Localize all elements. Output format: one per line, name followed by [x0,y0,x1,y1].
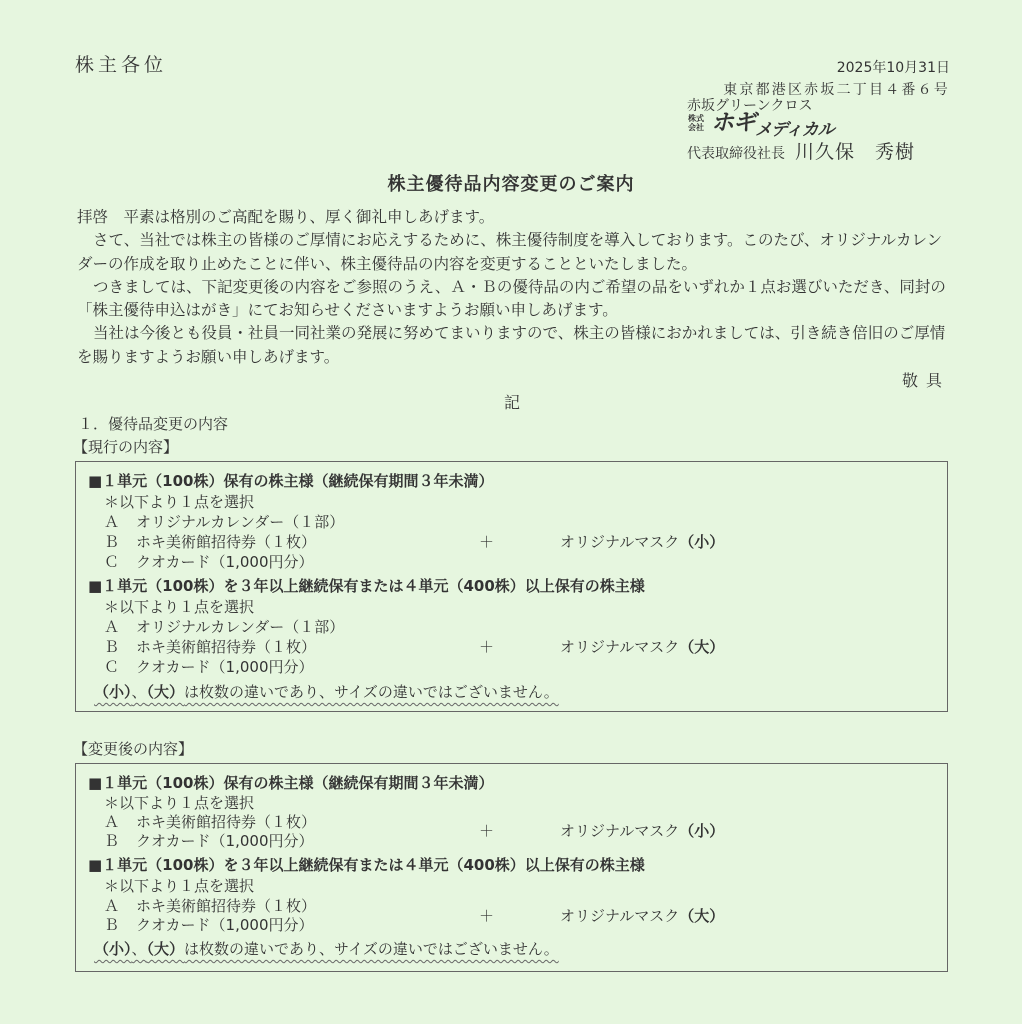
closing-keigu: 敬具 [901,371,950,390]
new-content-box [75,763,948,972]
group-heading: ■１単元（100株）を３年以上継続保有または４単元（400株）以上保有の株主様 [88,577,645,595]
ki-marker: 記 [504,393,521,412]
mask-item: オリジナルマスク（小） [560,533,725,551]
option-item: Ａ ホキ美術館招待券（１枚） [104,813,317,831]
group-heading: ■１単元（100株）を３年以上継続保有または４単元（400株）以上保有の株主様 [88,856,645,874]
representative [687,137,915,164]
body-paragraph-4: 当社は今後とも役員・社員一同社業の発展に努めてまいりますので、株主の皆様におかれましては、引き続き倍旧のご厚情を賜りますようお願い申しあげます。 [77,324,946,366]
mask-item: オリジナルマスク（大） [560,907,725,925]
choose-note: ＊以下より１点を選択 [104,598,255,616]
option-item: Ａ ホキ美術館招待券（１枚） [104,897,317,915]
section-heading: １．優待品変更の内容 [78,415,229,433]
body-paragraph-1: 拝啓 平素は格別のご高配を賜り、厚く御礼申しあげます。 [77,208,495,226]
body-paragraph-2: さて、当社では株主の皆様のご厚情にお応えするために、株主優待制度を導入しております。このたび、オリジナルカレンダーの作成を取り止めたことに伴い、株主優待品の内容を変更することといたしました。 [77,231,943,273]
mask-item: オリジナルマスク（大） [560,638,725,656]
company-logo [687,110,834,140]
company-building: 赤坂グリーンクロス [687,98,813,114]
plus-sign: ＋ [479,533,495,551]
addressee: 株主各位 [75,54,168,76]
current-label: 【現行の内容】 [73,438,179,456]
company-logo-sub: メディカル [755,120,834,140]
option-item: Ｂ ホキ美術館招待券（１枚） [104,638,317,656]
letter-body [77,206,951,369]
new-label: 【変更後の内容】 [73,740,194,758]
group-heading: ■１単元（100株）保有の株主様（継続保有期間３年未満） [88,472,494,490]
document-title: 株主優待品内容変更のご案内 [387,174,635,195]
company-logo-main: ホギ [711,110,755,136]
option-item: Ｃ クオカード（1,000円分） [104,553,314,571]
rep-title: 代表取締役社長 [687,146,785,162]
option-item: Ｂ クオカード（1,000円分） [104,832,314,850]
plus-sign: ＋ [479,907,495,925]
mask-item: オリジナルマスク（小） [560,822,725,840]
choose-note: ＊以下より１点を選択 [104,877,255,895]
option-item: Ｂ クオカード（1,000円分） [104,916,314,934]
body-paragraph-3: つきましては、下記変更後の内容をご参照のうえ、Ａ・Ｂの優待品の内ご希望の品をいずれか１点お選びいただき、同封の「株主優待申込はがき」にてお知らせくださいますようお願い申しあげます。 [77,277,946,320]
size-note: （小）、（大）は枚数の違いであり、サイズの違いではございません。 [94,683,559,701]
choose-note: ＊以下より１点を選択 [104,794,255,812]
option-item: Ａ オリジナルカレンダー（１部） [104,618,345,636]
plus-sign: ＋ [479,822,495,840]
rep-name: 川久保 秀樹 [795,141,916,163]
company-address: 東京都港区赤坂二丁目４番６号 [723,82,950,98]
letter-date: 2025年10月31日 [836,60,950,76]
company-prefix: 株式会社 [688,114,704,132]
option-item: Ａ オリジナルカレンダー（１部） [104,513,345,531]
option-item: Ｃ クオカード（1,000円分） [104,658,314,676]
choose-note: ＊以下より１点を選択 [104,493,255,511]
option-item: Ｂ ホキ美術館招待券（１枚） [104,533,317,551]
size-note: （小）、（大）は枚数の違いであり、サイズの違いではございません。 [94,940,559,958]
plus-sign: ＋ [479,638,495,656]
current-content-box [75,461,948,712]
group-heading: ■１単元（100株）保有の株主様（継続保有期間３年未満） [88,774,494,792]
